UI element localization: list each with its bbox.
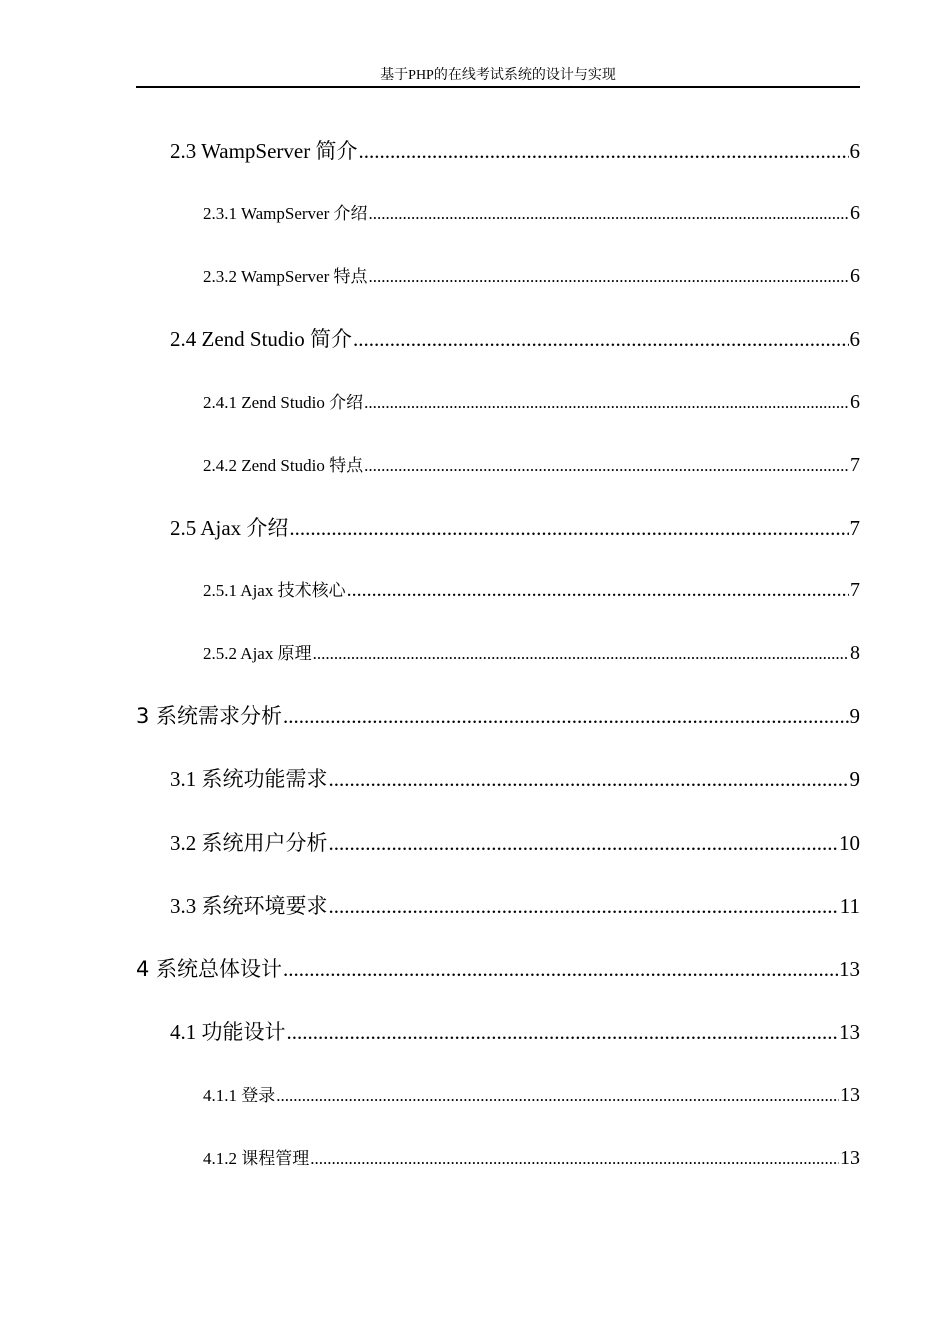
toc-entry-label: 3.3 系统环境要求 — [170, 894, 328, 918]
toc-page-number: 6 — [849, 139, 860, 163]
dot-leader — [369, 202, 849, 226]
dot-leader — [347, 578, 849, 602]
toc-entry[interactable] — [170, 765, 860, 793]
toc-entry[interactable] — [170, 325, 860, 353]
dot-leader — [289, 514, 848, 542]
running-header: 基于PHP的在线考试系统的设计与实现 — [380, 68, 616, 83]
toc-entry[interactable] — [203, 201, 860, 226]
dot-leader — [276, 1084, 839, 1108]
toc-entry[interactable] — [203, 264, 860, 289]
toc-page-number: 13 — [840, 1147, 860, 1169]
toc-page-number: 9 — [849, 704, 860, 728]
toc-page-number: 13 — [840, 1084, 860, 1106]
toc-entry-label: 3 系统需求分析 — [136, 704, 283, 728]
toc-entry[interactable] — [136, 955, 860, 983]
toc-entry-label: 2.3.2 WampServer 特点 — [203, 267, 368, 286]
dot-leader — [287, 1018, 839, 1046]
toc-entry[interactable] — [170, 892, 860, 920]
toc-entry[interactable] — [203, 1146, 860, 1171]
toc-page-number: 11 — [839, 894, 860, 918]
toc-entry-label: 3.2 系统用户分析 — [170, 831, 328, 855]
dot-leader — [369, 265, 849, 289]
toc-entry[interactable] — [170, 829, 860, 857]
toc-page-number: 6 — [850, 265, 860, 287]
toc-entry-label: 2.3.1 WampServer 介绍 — [203, 204, 368, 223]
toc-entry[interactable] — [203, 1083, 860, 1108]
toc-entry-label: 2.4.1 Zend Studio 介绍 — [203, 393, 364, 412]
dot-leader — [313, 642, 849, 666]
toc-entry[interactable] — [170, 1018, 860, 1046]
dot-leader — [364, 391, 849, 415]
toc-entry-label: 4.1.2 课程管理 — [203, 1149, 310, 1168]
toc-entry[interactable] — [203, 453, 860, 478]
toc-entry[interactable] — [203, 641, 860, 666]
dot-leader — [364, 454, 849, 478]
dot-leader — [283, 955, 838, 983]
dot-leader — [329, 765, 849, 793]
toc-page-number: 10 — [839, 831, 860, 855]
toc-entry-label: 2.3 WampServer 简介 — [170, 139, 358, 163]
toc-page-number: 6 — [849, 327, 860, 351]
toc-page-number: 7 — [850, 579, 860, 601]
toc-page-number: 8 — [850, 642, 860, 664]
toc-entry-label: 4.1.1 登录 — [203, 1086, 276, 1105]
toc-entry-label: 3.1 系统功能需求 — [170, 767, 328, 791]
toc-entry-label: 2.5.1 Ajax 技术核心 — [203, 581, 346, 600]
dot-leader — [310, 1147, 839, 1171]
toc-entry-label: 4 系统总体设计 — [136, 957, 283, 981]
toc-entry[interactable] — [170, 514, 860, 542]
toc-page-number: 13 — [839, 1020, 860, 1044]
toc-entry[interactable] — [136, 702, 860, 730]
toc-entry-label: 2.4.2 Zend Studio 特点 — [203, 456, 364, 475]
toc-entry[interactable] — [170, 137, 860, 165]
toc-entry-label: 4.1 功能设计 — [170, 1020, 286, 1044]
toc-page-number: 7 — [849, 516, 860, 540]
dot-leader — [358, 137, 848, 165]
dot-leader — [353, 325, 849, 353]
toc-entry-label: 2.5 Ajax 介绍 — [170, 516, 289, 540]
toc-page-number: 6 — [850, 391, 860, 413]
toc-page-number: 7 — [850, 454, 860, 476]
toc-page-number: 9 — [849, 767, 860, 791]
toc-entry[interactable] — [203, 578, 860, 603]
dot-leader — [329, 892, 839, 920]
dot-leader — [329, 829, 839, 857]
toc-page-number: 13 — [839, 957, 860, 981]
toc-entry[interactable] — [203, 390, 860, 415]
dot-leader — [283, 702, 848, 730]
toc-entry-label: 2.4 Zend Studio 简介 — [170, 327, 352, 351]
toc-entry-label: 2.5.2 Ajax 原理 — [203, 644, 312, 663]
toc-page-number: 6 — [850, 202, 860, 224]
